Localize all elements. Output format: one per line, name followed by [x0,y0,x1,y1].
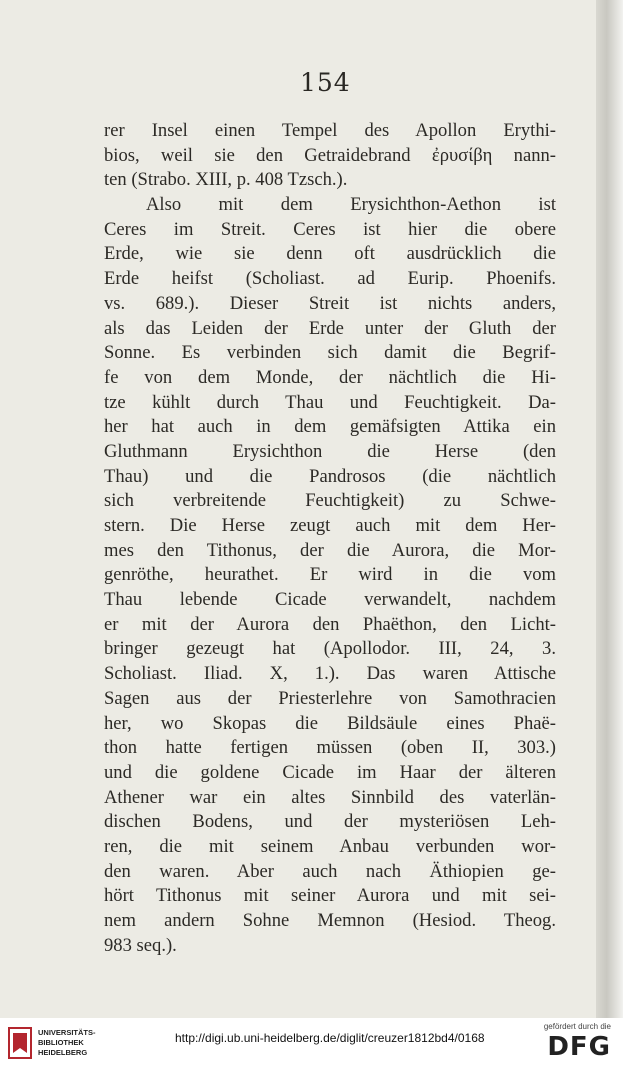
text-line: als das Leiden der Erde unter der Gluth der [104,317,556,339]
page-number: 154 [300,68,351,97]
text-line: Erde, wie sie denn oft ausdrücklich die [104,243,556,265]
text-line: er mit der Aurora den Phaëthon, den Licht- [104,613,556,635]
text-line: hört Tithonus mit seiner Aurora und mit sei- [104,885,556,907]
library-name-line: HEIDELBERG [38,1048,88,1057]
text-line: genröthe, heurathet. Er wird in die vom [104,564,556,586]
document-url-link[interactable]: http://digi.ub.uni-heidelberg.de/diglit/creuzer1812bd4/0168 [175,1031,485,1045]
text-line: ren, die mit seinem Anbau verbunden wor- [104,835,556,857]
text-line: und die goldene Cicade im Haar der älteren [104,761,556,783]
text-line: rer Insel einen Tempel des Apollon Erythi- [104,120,556,141]
text-line: sich verbreitende Feuchtigkeit) zu Schwe- [104,490,556,512]
text-line: bios, weil sie den Getraidebrand ἐρυσίβη nann- [104,144,556,166]
text-line: 983 seq.). [104,934,177,956]
text-line: Ceres im Streit. Ceres ist hier die obere [104,218,556,240]
text-line: mes den Tithonus, der die Aurora, die Mor- [104,539,556,561]
text-line: dischen Bodens, und der mysteriösen Leh- [104,811,556,833]
text-line: Erde heifst (Scholiast. ad Eurip. Phoenifs. [104,268,556,290]
text-line: stern. Die Herse zeugt auch mit dem Her- [104,515,556,536]
text-line: Gluthmann Erysichthon die Herse (den [104,440,556,462]
text-line: ten (Strabo. XIII, p. 408 Tzsch.). [104,169,348,191]
text-line: fe von dem Monde, der nächtlich die Hi- [104,366,556,388]
footer-bar [0,1018,623,1067]
dfg-funding[interactable] [531,1022,611,1062]
text-line: Scholiast. Iliad. X, 1.). Das waren Attische [104,663,556,685]
text-line: her hat auch in dem gemäfsigten Attika ein [104,416,556,438]
text-line: vs. 689.). Dieser Streit ist nichts anders, [104,292,556,314]
text-line: Also mit dem Erysichthon-Aethon ist [146,194,556,216]
text-line: Sagen aus der Priesterlehre von Samothracien [104,687,556,709]
text-line: thon hatte fertigen müssen (oben II, 303.) [104,737,556,759]
library-name-line: UNIVERSITÄTS- [38,1028,96,1037]
text-line: Thau) und die Pandrosos (die nächtlich [104,465,556,487]
body-text [104,119,556,958]
library-logo-icon [8,1027,32,1059]
text-line: nem andern Sohne Memnon (Hesiod. Theog. [104,910,556,931]
text-line: her, wo Skopas die Bildsäule eines Phaë- [104,712,556,734]
page-edge [596,0,623,1018]
library-name-line: BIBLIOTHEK [38,1038,84,1047]
text-line: Sonne. Es verbinden sich damit die Begrif- [104,342,556,364]
library-logo[interactable] [8,1026,128,1062]
text-line: Athener war ein altes Sinnbild des vaterlän- [104,786,556,808]
text-line: bringer gezeugt hat (Apollodor. III, 24, 3. [104,638,556,660]
dfg-logo: DFG [547,1032,611,1062]
funded-by-caption: gefördert durch die [543,1022,611,1031]
text-line: tze kühlt durch Thau und Feuchtigkeit. Da- [104,391,556,413]
text-line: den waren. Aber auch nach Äthiopien ge- [104,860,556,882]
library-name [38,1028,96,1058]
text-line: Thau lebende Cicade verwandelt, nachdem [104,589,556,611]
